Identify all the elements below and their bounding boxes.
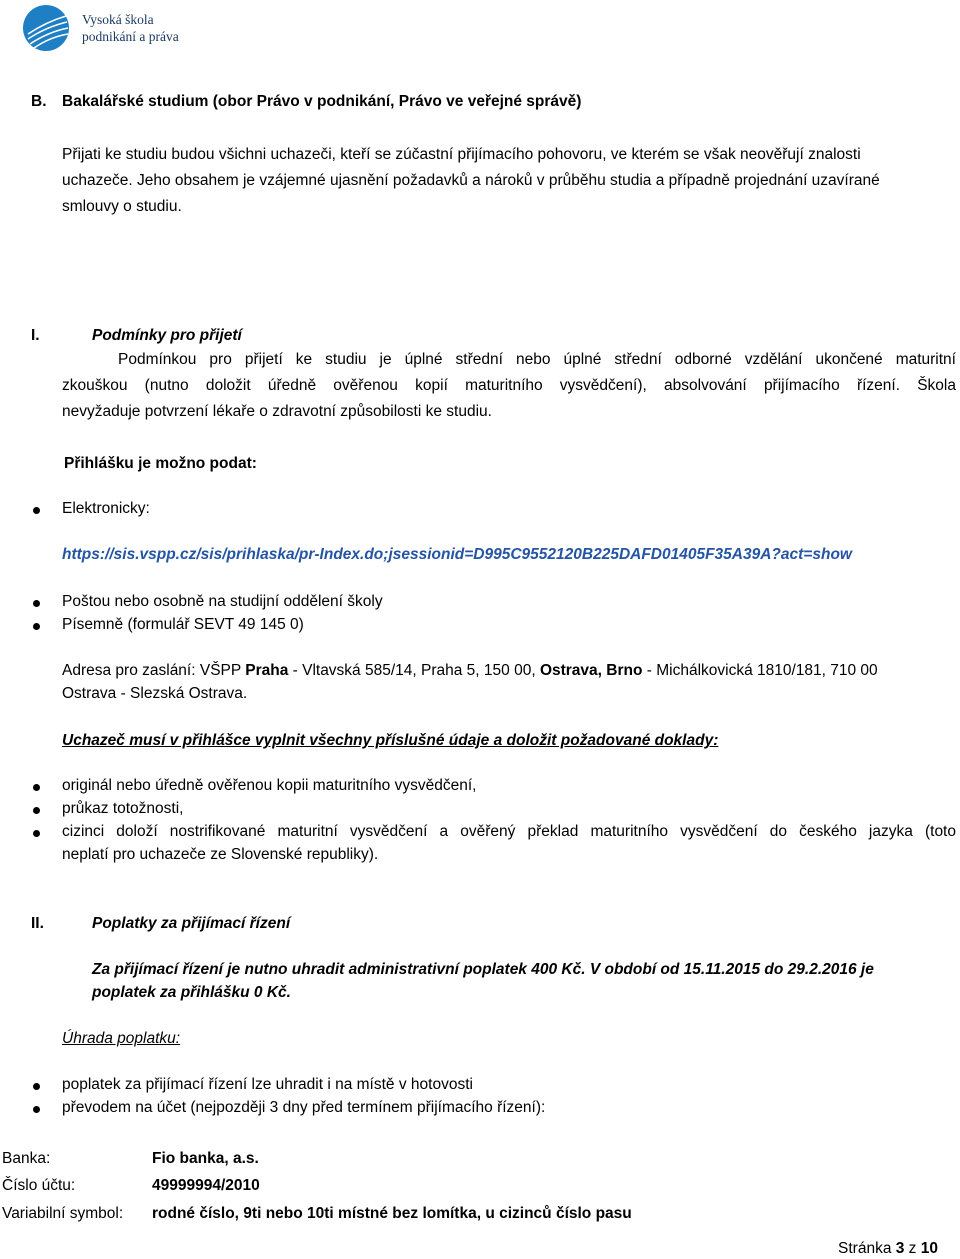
payment-method-1: poplatek za přijímací řízení lze uhradit i na místě v hotovosti — [62, 1076, 473, 1093]
page-prefix: Stránka — [838, 1240, 896, 1257]
section-b-heading: Bakalářské studium (obor Právo v podnikání, Právo ve veřejné správě) — [62, 93, 582, 110]
electronic-label: Elektronicky: — [62, 500, 150, 517]
section-1-heading: Podmínky pro přijetí — [92, 327, 242, 344]
document-item-1: originál nebo úředně ověřenou kopii maturitního vysvědčení, — [62, 777, 477, 794]
account-value: 49999994/2010 — [152, 1177, 260, 1194]
page-mid: z — [904, 1240, 921, 1257]
variable-symbol-label: Variabilní symbol: — [2, 1205, 124, 1222]
address-ostrava-brno: Ostrava, Brno — [539, 662, 643, 679]
conditions-line3: nevyžaduje potvrzení lékaře o zdravotní způsobilosti ke studiu. — [62, 403, 492, 420]
conditions-line1: Podmínkou pro přijetí ke studiu je úplné střední nebo úplné střední odborné vzdělání ukončené maturitní — [118, 351, 956, 368]
written-option: Písemně (formulář SEVT 49 145 0) — [62, 616, 304, 633]
address-tail: - Michálkovická 1810/181, 710 00 — [642, 662, 878, 679]
payment-heading: Úhrada poplatku: — [62, 1030, 181, 1047]
account-label: Číslo účtu: — [2, 1177, 76, 1194]
fee-line1: Za přijímací řízení je nutno uhradit administrativní poplatek 400 Kč. V období od 15.11.2015 do 29.2.2016 je — [92, 961, 874, 978]
section-b-intro-line1: Přijati ke studiu budou všichni uchazeči, kteří se zúčastní přijímacího pohovoru, ve kterém se však neověřují znalosti — [62, 146, 861, 163]
bullet-icon — [33, 1083, 40, 1090]
apply-heading: Přihlášku je možno podat: — [64, 455, 257, 472]
bullet-icon — [33, 623, 40, 630]
logo-line1: Vysoká škola — [82, 12, 154, 27]
bullet-icon — [33, 600, 40, 607]
bullet-icon — [33, 807, 40, 814]
section-b-marker: B. — [31, 93, 47, 110]
bank-value: Fio banka, a.s. — [152, 1150, 259, 1167]
section-2-marker: II. — [31, 915, 44, 932]
bullet-icon — [33, 507, 40, 514]
documents-heading: Uchazeč musí v přihlášce vyplnit všechny příslušné údaje a doložit požadované doklady: — [62, 732, 719, 749]
school-logo — [22, 4, 192, 52]
bullet-icon — [33, 784, 40, 791]
fee-line2: poplatek za přihlášku 0 Kč. — [92, 984, 291, 1001]
post-option: Poštou nebo osobně na studijní oddělení školy — [62, 593, 383, 610]
logo-line2: podnikání a práva — [82, 29, 179, 44]
address-line2: Ostrava - Slezská Ostrava. — [62, 685, 248, 702]
payment-method-2: převodem na účet (nejpozději 3 dny před termínem přijímacího řízení): — [62, 1099, 546, 1116]
address-prefix: Adresa pro zaslání: VŠPP — [62, 662, 246, 679]
conditions-line2: zkouškou (nutno doložit úředně ověřenou kopií maturitního vysvědčení), absolvování přijímacího řízení. Škola — [62, 377, 956, 394]
section-1-marker: I. — [31, 327, 40, 344]
variable-symbol-value: rodné číslo, 9ti nebo 10ti místné bez lomítka, u cizinců číslo pasu — [152, 1205, 632, 1222]
page-total: 10 — [920, 1240, 938, 1257]
section-b-intro-line3: smlouvy o studiu. — [62, 198, 182, 215]
document-item-3-line1: cizinci doloží nostrifikované maturitní vysvědčení a ověřený překlad maturitního vysvědčení do českého jazyka (toto — [62, 823, 956, 840]
application-link[interactable]: https://sis.vspp.cz/sis/prihlaska/pr-Index.do;jsessionid=D995C9552120B225DAFD01405F35A39A?act=show — [62, 546, 852, 563]
bullet-icon — [33, 1106, 40, 1113]
page-current: 3 — [895, 1240, 905, 1257]
document-item-3-line2: neplatí pro uchazeče ze Slovenské republiky). — [62, 846, 379, 863]
address-mid: - Vltavská 585/14, Praha 5, 150 00, — [288, 662, 540, 679]
address-line1 — [62, 662, 878, 680]
bullet-icon — [33, 830, 40, 837]
document-item-2: průkaz totožnosti, — [62, 800, 184, 817]
logo-emblem-icon — [22, 4, 70, 52]
section-2-heading: Poplatky za přijímací řízení — [92, 915, 291, 932]
section-b-intro-line2: uchazeče. Jeho obsahem je vzájemné ujasnění požadavků a nároků v průběhu studia a případně projednání uzavírané — [62, 172, 880, 189]
bank-label: Banka: — [2, 1150, 51, 1167]
address-praha: Praha — [245, 662, 289, 679]
page-number — [838, 1240, 938, 1258]
